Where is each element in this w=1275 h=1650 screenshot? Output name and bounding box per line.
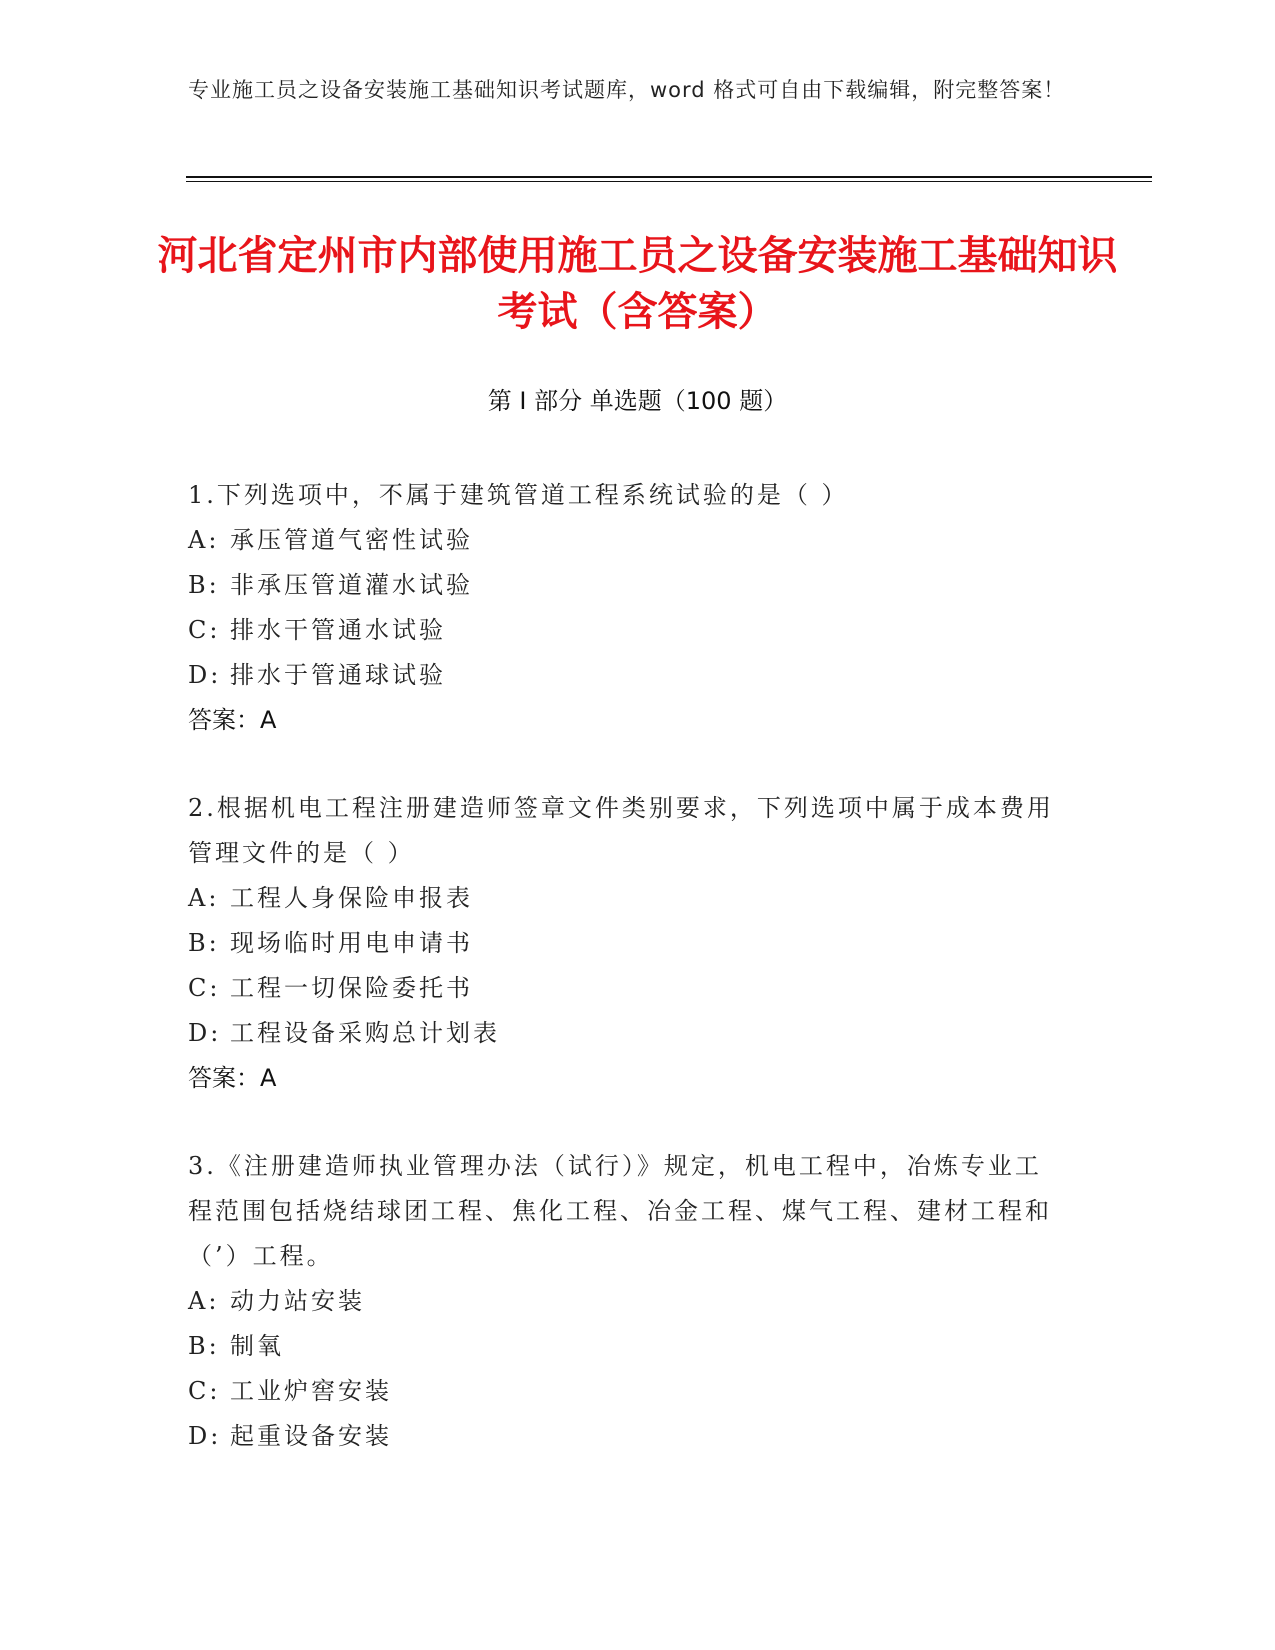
question-text: 1.下列选项中，不属于建筑管道工程系统试验的是（ ） — [188, 481, 849, 509]
question-1 — [188, 473, 1068, 743]
option-letter: D: — [188, 1422, 222, 1450]
option-text: 工业炉窖安装 — [230, 1377, 392, 1405]
option-letter: D: — [188, 661, 222, 689]
option-a — [188, 1279, 1068, 1324]
option-d — [188, 1011, 1068, 1056]
option-text: 现场临时用电申请书 — [230, 929, 473, 957]
option-text: 非承压管道灌水试验 — [230, 571, 473, 599]
option-text: 排水干管通水试验 — [230, 616, 446, 644]
option-b — [188, 1324, 1068, 1369]
document-title: 河北省定州市内部使用施工员之设备安装施工基础知识考试（含答案） — [157, 233, 1118, 335]
option-d — [188, 653, 1068, 698]
option-letter: B: — [188, 929, 220, 957]
option-c — [188, 966, 1068, 1011]
option-text: 动力站安装 — [230, 1287, 365, 1315]
header-divider-thin — [186, 181, 1152, 182]
option-text: 排水于管通球试验 — [230, 661, 446, 689]
option-letter: C: — [188, 1377, 221, 1405]
option-b — [188, 563, 1068, 608]
question-text: 3.《注册建造师执业管理办法（试行）》规定，机电工程中，冶炼专业工程范围包括烧结球团工程、焦化工程、冶金工程、煤气工程、建材工程和（’）工程。 — [188, 1152, 1052, 1270]
answer-line: 答案：A — [188, 706, 277, 734]
header-note: 专业施工员之设备安装施工基础知识考试题库，word 格式可自由下载编辑，附完整答案！ — [188, 78, 1066, 102]
option-a — [188, 876, 1068, 921]
question-2 — [188, 786, 1068, 1101]
question-3 — [188, 1144, 1068, 1459]
header-divider-thick — [186, 176, 1152, 178]
option-a — [188, 518, 1068, 563]
option-text: 工程一切保险委托书 — [230, 974, 473, 1002]
answer-line: 答案：A — [188, 1064, 277, 1092]
option-letter: A: — [188, 884, 220, 912]
option-d — [188, 1414, 1068, 1459]
option-text: 承压管道气密性试验 — [230, 526, 473, 554]
section-heading: 第 I 部分 单选题（100 题） — [487, 387, 788, 415]
question-text: 2.根据机电工程注册建造师签章文件类别要求，下列选项中属于成本费用管理文件的是（ ） — [188, 794, 1054, 867]
question-list — [188, 473, 1068, 1502]
option-letter: C: — [188, 974, 221, 1002]
option-letter: C: — [188, 616, 221, 644]
option-letter: A: — [188, 526, 220, 554]
option-b — [188, 921, 1068, 966]
option-text: 制氧 — [230, 1332, 284, 1360]
option-letter: D: — [188, 1019, 222, 1047]
option-letter: A: — [188, 1287, 220, 1315]
option-c — [188, 1369, 1068, 1414]
option-letter: B: — [188, 1332, 220, 1360]
option-c — [188, 608, 1068, 653]
option-letter: B: — [188, 571, 220, 599]
option-text: 起重设备安装 — [230, 1422, 392, 1450]
option-text: 工程设备采购总计划表 — [230, 1019, 500, 1047]
option-text: 工程人身保险申报表 — [230, 884, 473, 912]
